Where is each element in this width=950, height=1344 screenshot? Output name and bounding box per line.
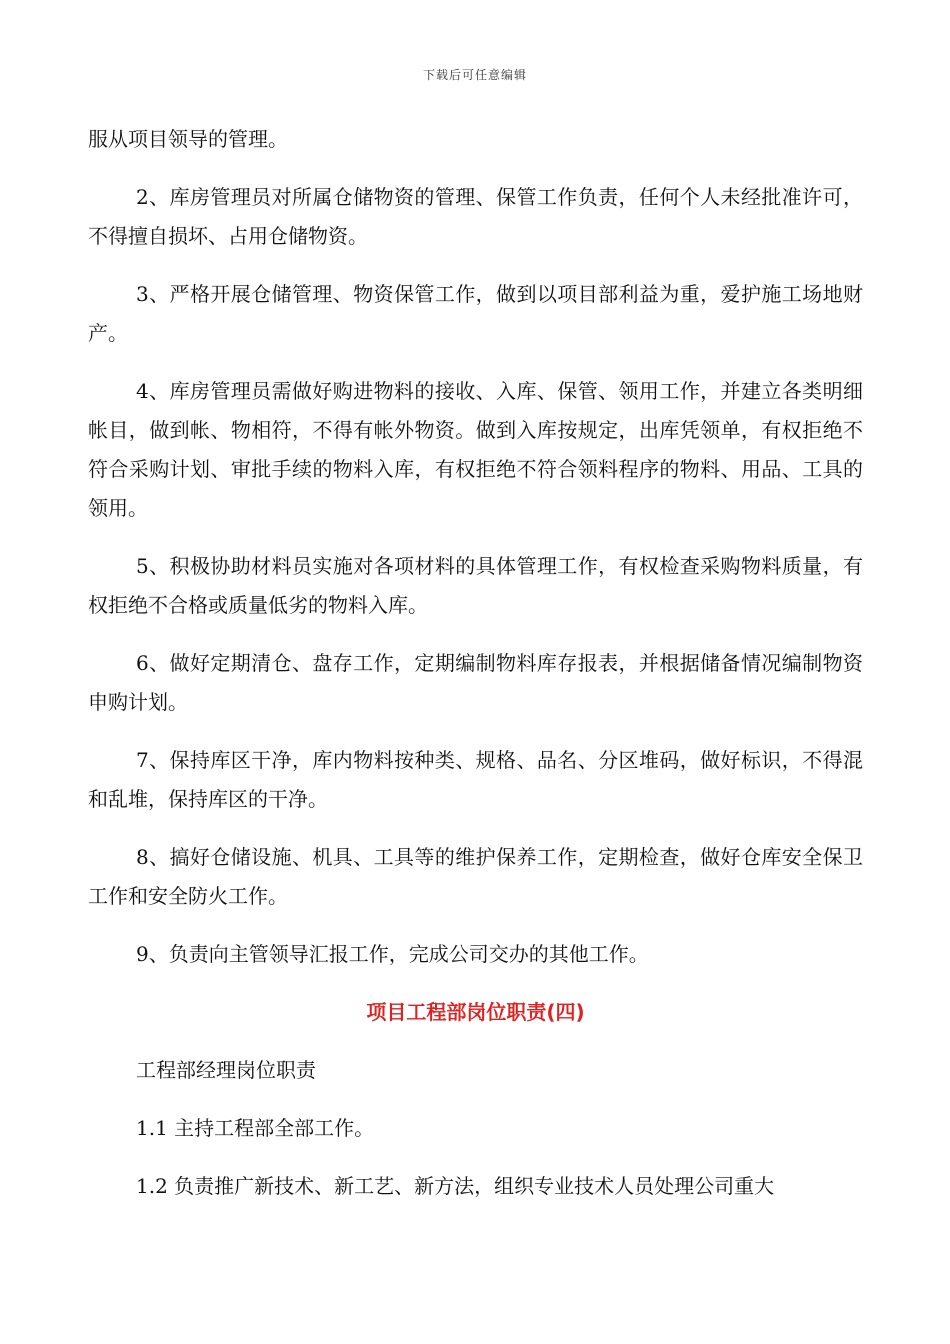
paragraph-8: 8、搞好仓储设施、机具、工具等的维护保养工作，定期检查，做好仓库安全保卫工作和安全防火工作。 — [88, 845, 863, 908]
list-item-1-1: 1.1 主持工程部全部工作。 — [136, 1116, 375, 1140]
list-item-1-2: 1.2 负责推广新技术、新工艺、新方法，组织专业技术人员处理公司重大 — [136, 1174, 775, 1198]
document-body — [88, 120, 863, 1225]
header-note: 下载后可任意编辑 — [422, 68, 527, 82]
paragraph-3: 3、严格开展仓储管理、物资保管工作，做到以项目部利益为重，爱护施工场地财产。 — [88, 282, 863, 345]
paragraph-9: 9、负责向主管领导汇报工作，完成公司交办的其他工作。 — [136, 942, 649, 966]
paragraph-4: 4、库房管理员需做好购进物料的接收、入库、保管、领用工作，并建立各类明细帐目，做到帐、物相符，不得有帐外物资。做到入库按规定，出库凭领单，有权拒绝不符合采购计划、审批手续的物料入库，有权拒绝不符合领料程序的物料、用品、工具的领用。 — [88, 379, 863, 520]
paragraph-2: 2、库房管理员对所属仓储物资的管理、保管工作负责，任何个人未经批准许可，不得擅自损坏、占用仓储物资。 — [88, 185, 863, 248]
lead-paragraph: 服从项目领导的管理。 — [88, 127, 288, 151]
paragraph-5: 5、积极协助材料员实施对各项材料的具体管理工作，有权检查采购物料质量，有权拒绝不合格或质量低劣的物料入库。 — [88, 554, 863, 617]
paragraph-6: 6、做好定期清仓、盘存工作，定期编制物料库存报表，并根据储备情况编制物资申购计划。 — [88, 651, 863, 714]
section-title: 项目工程部岗位职责(四) — [366, 1000, 585, 1024]
paragraph-7: 7、保持库区干净，库内物料按种类、规格、品名、分区堆码，做好标识，不得混和乱堆，保持库区的干净。 — [88, 748, 863, 811]
section-subtitle: 工程部经理岗位职责 — [136, 1058, 316, 1082]
